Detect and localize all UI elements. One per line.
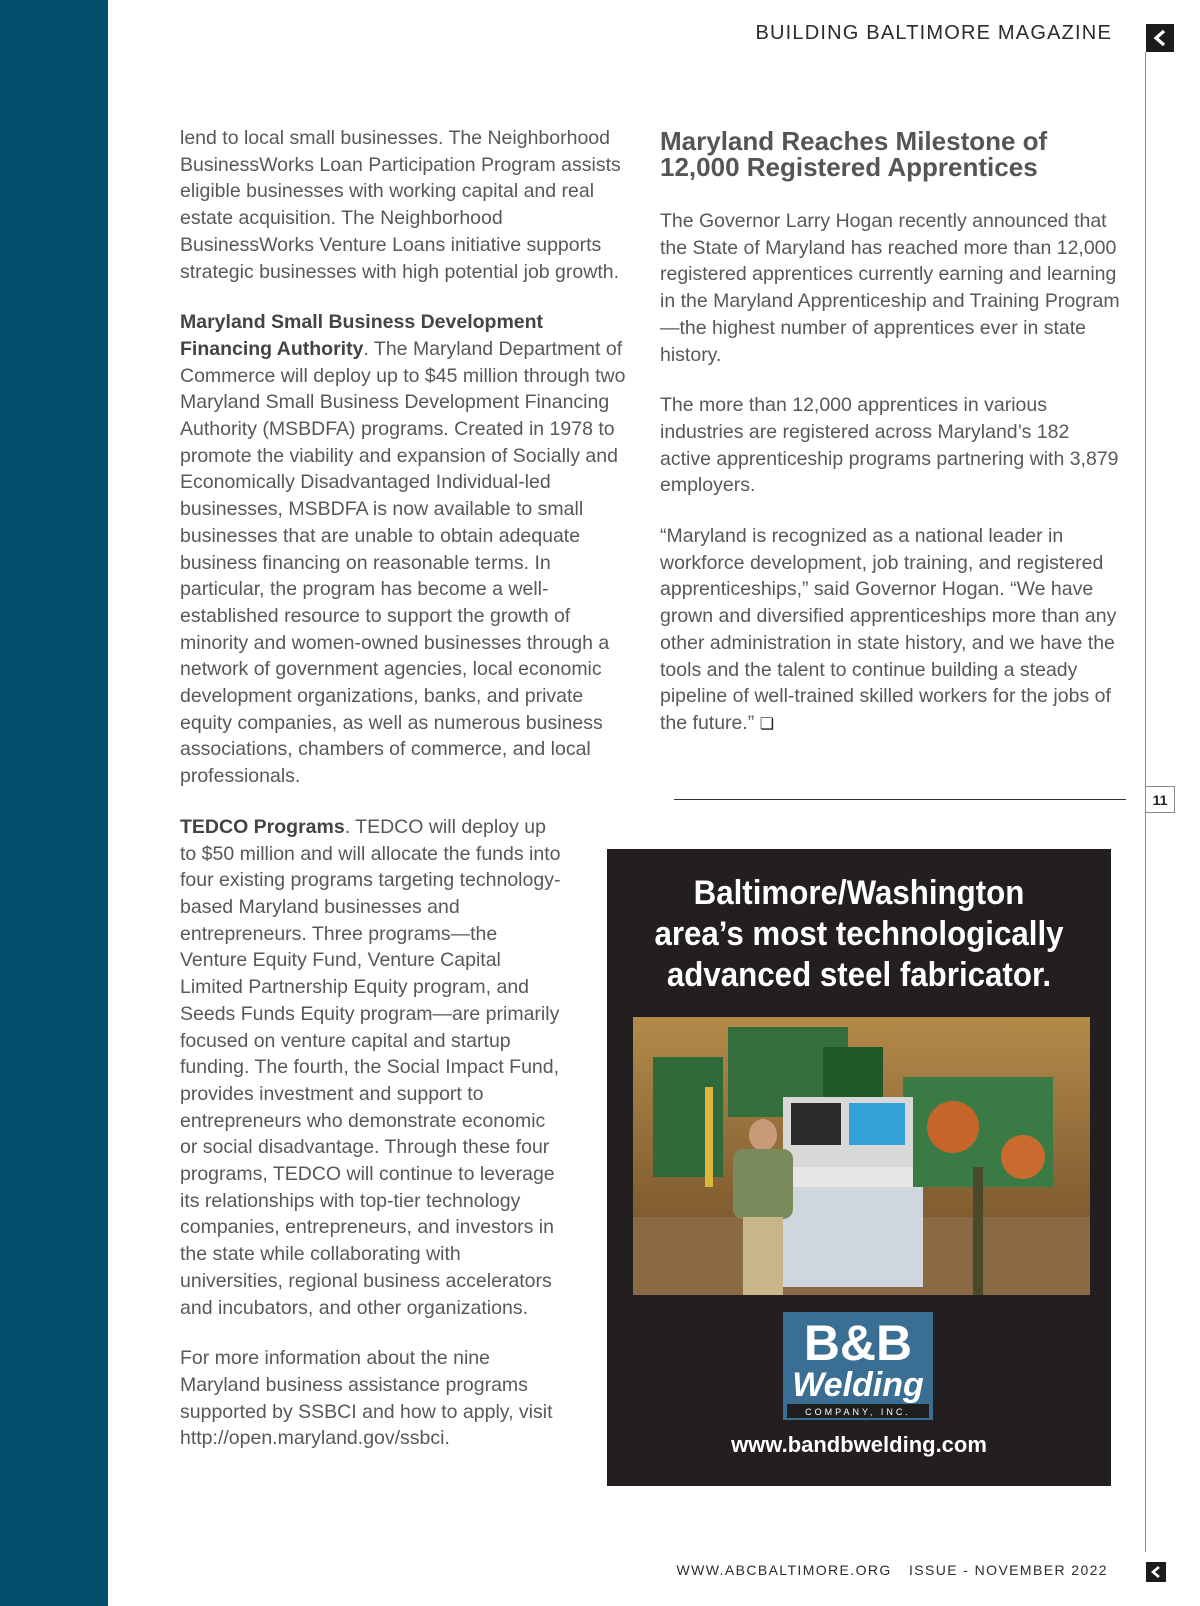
ad-headline — [627, 873, 1091, 996]
left-column — [180, 125, 640, 1476]
bb-welding-logo — [783, 1312, 933, 1420]
article-title: Maryland Reaches Milestone of 12,000 Registered Apprentices — [660, 126, 1048, 182]
ad-photo — [633, 1017, 1090, 1295]
footer-site-link[interactable]: WWW.ABCBALTIMORE.ORG — [676, 1562, 892, 1578]
paragraph-text: “Maryland is recognized as a national leader in workforce development, job training, and registered apprenticeships,” said Governor Hogan. “We have grown and diversified apprenticeships more than any other administration in state history, and we have the tools and the talent to continue building a steady pipeline of well-trained skilled workers for the jobs of the future.” — [660, 525, 1117, 734]
right-column — [660, 125, 1120, 763]
paragraph: lend to local small businesses. The Neighborhood BusinessWorks Loan Participation Program assists eligible businesses with working capital and real estate acquisition. The Neighborhood BusinessWorks Venture Loans initiative supports strategic businesses with high potential job growth. — [180, 127, 621, 283]
ad-headline-line: Baltimore/Washington — [693, 874, 1025, 912]
back-button[interactable] — [1146, 24, 1174, 52]
paragraph-text: . TEDCO will deploy up to $50 million and will allocate the funds into four existing programs targeting technology-based Maryland businesses and entrepreneurs. Three programs—the Venture Equity Fund, Venture Capital Limited Partnership Equity program, and Seeds Funds Equity program—are primarily focused on venture capital and startup funding. The fourth, the Social Impact Fund, provides investment and support to entrepreneurs who demonstrate economic or social disadvantage. Through these four programs, TEDCO will continue to leverage its relationships with top-tier technology companies, entrepreneurs, and investors in the state while collaborating with universities, regional business accelerators and incubators, and other organizations. — [180, 815, 561, 1319]
page-number: 11 — [1146, 786, 1175, 813]
svg-text:COMPANY, INC.: COMPANY, INC. — [805, 1407, 911, 1417]
advertisement[interactable] — [607, 849, 1111, 1486]
paragraph — [180, 309, 640, 790]
section-divider — [674, 799, 1126, 800]
paragraph-text: . The Maryland Department of Commerce will deploy up to $45 million through two Maryland Small Business Development Financing Authority (MSBDFA) programs. Created in 1978 to promote the viability and expansion of Socially and Economically Disadvantaged Individual-led businesses, MSBDFA is now available to small businesses that are unable to obtain adequate business financing on reasonable terms. In particular, the program has become a well-established resource to support the growth of minority and women-owned businesses through a network of government agencies, local economic development organizations, banks, and private equity companies, as well as numerous business associations, chambers of commerce, and local professionals. — [180, 337, 626, 788]
paragraph: The more than 12,000 apprentices in various industries are registered across Maryland’s 182 active apprenticeship programs partnering with 3,879 employers. — [660, 394, 1119, 497]
svg-text:B&B: B&B — [803, 1315, 913, 1371]
section-heading: Maryland Small Business Development Financing Authority — [180, 311, 544, 360]
ad-url-link[interactable]: www.bandbwelding.com — [731, 1432, 987, 1457]
paragraph: For more information about the nine Maryland business assistance programs supported by SSBCI and how to apply, visit http://open.maryland.gov/ssbci. — [180, 1347, 553, 1450]
paragraph — [180, 814, 565, 1321]
left-color-band — [0, 0, 108, 1606]
svg-text:Welding: Welding — [792, 1366, 924, 1404]
paragraph — [660, 523, 1120, 739]
end-mark-icon: ❏ — [759, 715, 775, 733]
footer — [676, 1562, 1108, 1578]
back-button-footer[interactable] — [1146, 1562, 1166, 1582]
section-heading: TEDCO Programs — [180, 815, 345, 838]
magazine-title: BUILDING BALTIMORE MAGAZINE — [755, 22, 1112, 44]
chevron-left-icon — [1150, 1565, 1162, 1579]
footer-issue: ISSUE - NOVEMBER 2022 — [908, 1562, 1108, 1578]
chevron-left-icon — [1152, 29, 1168, 47]
paragraph: The Governor Larry Hogan recently announced that the State of Maryland has reached more than 12,000 registered apprentices currently earning and learning in the Maryland Apprenticeship and Training Program—the highest number of apprentices ever in state history. — [660, 210, 1120, 366]
ad-headline-line: area’s most technologically — [654, 915, 1064, 953]
ad-headline-line: advanced steel fabricator. — [666, 956, 1052, 994]
